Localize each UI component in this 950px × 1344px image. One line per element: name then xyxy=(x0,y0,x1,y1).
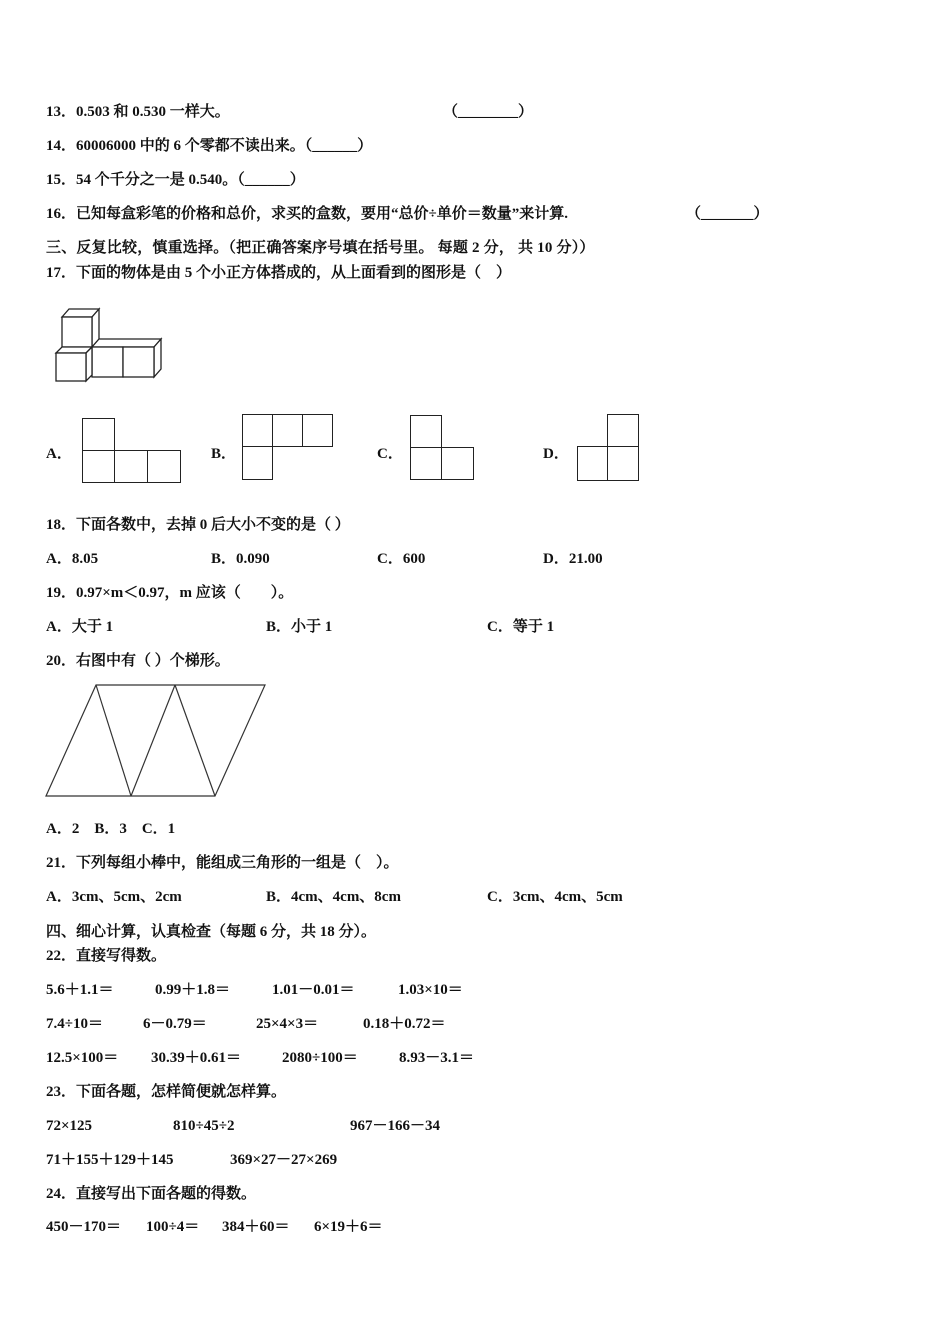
calc-item: 30.39＋0.61＝ xyxy=(151,1050,242,1066)
calc-item: 384＋60＝ xyxy=(222,1219,290,1235)
option-d-label[interactable]: D． xyxy=(543,446,569,462)
shape-square xyxy=(410,447,442,480)
option-c[interactable]: C．3cm、4cm、5cm xyxy=(487,889,623,905)
answer-blank-13[interactable]: （________） xyxy=(443,104,534,120)
option-b-label[interactable]: B． xyxy=(211,446,237,462)
calc-item: 72×125 xyxy=(46,1118,93,1134)
question-14: 14．60006000 中的 6 个零都不读出来。（______） xyxy=(46,138,373,154)
question-20: 20．右图中有（ ）个梯形。 xyxy=(46,653,230,669)
question-23: 23．下面各题，怎样简便就怎样算。 xyxy=(46,1084,287,1100)
shape-square xyxy=(147,450,181,483)
section-3-heading: 三、反复比较，慎重选择。（把正确答案序号填在括号里。 每题 2 分， 共 10 分）） xyxy=(46,240,595,256)
shape-square xyxy=(302,414,333,447)
calc-item: 1.03×10＝ xyxy=(398,982,463,998)
option-b[interactable]: B．0.090 xyxy=(211,551,270,567)
option-c-label[interactable]: C． xyxy=(377,446,403,462)
calc-item: 8.93－3.1＝ xyxy=(399,1050,475,1066)
question-22: 22．直接写得数。 xyxy=(46,948,167,964)
option-a-label[interactable]: A． xyxy=(46,446,72,462)
q20-options[interactable]: A．2 B．3 C．1 xyxy=(46,821,176,837)
shape-square xyxy=(82,450,115,483)
shape-square xyxy=(441,447,474,480)
trapezoid-figure xyxy=(44,683,270,799)
cube-figure xyxy=(50,305,165,387)
calc-item: 0.18＋0.72＝ xyxy=(363,1016,446,1032)
shape-square xyxy=(577,446,608,481)
calc-item: 967－166－34 xyxy=(350,1118,441,1134)
shape-square xyxy=(272,414,303,447)
question-18: 18．下面各数中，去掉 0 后大小不变的是（ ） xyxy=(46,517,350,533)
question-24: 24．直接写出下面各题的得数。 xyxy=(46,1186,257,1202)
question-13: 13．0.503 和 0.530 一样大。 xyxy=(46,104,230,120)
calc-item: 6×19＋6＝ xyxy=(314,1219,383,1235)
calc-item: 6－0.79＝ xyxy=(143,1016,207,1032)
calc-item: 5.6＋1.1＝ xyxy=(46,982,114,998)
calc-item: 100÷4＝ xyxy=(146,1219,200,1235)
calc-item: 12.5×100＝ xyxy=(46,1050,119,1066)
answer-blank-16[interactable]: （_______） xyxy=(686,206,769,222)
option-c[interactable]: C．等于 1 xyxy=(487,619,555,635)
shape-square xyxy=(114,450,148,483)
shape-square xyxy=(607,414,639,447)
shape-square xyxy=(607,446,639,481)
calc-item: 810÷45÷2 xyxy=(173,1118,235,1134)
shape-square xyxy=(242,414,273,447)
calc-item: 25×4×3＝ xyxy=(256,1016,319,1032)
option-a[interactable]: A．8.05 xyxy=(46,551,99,567)
question-15: 15．54 个千分之一是 0.540。（______） xyxy=(46,172,305,188)
calc-item: 450－170＝ xyxy=(46,1219,122,1235)
question-19: 19．0.97×m＜0.97，m 应该（ ）。 xyxy=(46,585,294,601)
option-a[interactable]: A．大于 1 xyxy=(46,619,114,635)
calc-item: 2080÷100＝ xyxy=(282,1050,358,1066)
calc-item: 369×27－27×269 xyxy=(230,1152,338,1168)
option-b[interactable]: B．小于 1 xyxy=(266,619,333,635)
option-c[interactable]: C．600 xyxy=(377,551,426,567)
section-4-heading: 四、细心计算，认真检查（每题 6 分，共 18 分）。 xyxy=(46,924,377,940)
question-16: 16．已知每盒彩笔的价格和总价，求买的盒数，要用“总价÷单价＝数量”来计算. xyxy=(46,206,568,222)
question-17: 17．下面的物体是由 5 个小正方体搭成的，从上面看到的图形是（ ） xyxy=(46,265,512,281)
option-a[interactable]: A．3cm、5cm、2cm xyxy=(46,889,182,905)
calc-item: 1.01－0.01＝ xyxy=(272,982,355,998)
question-21: 21．下列每组小棒中，能组成三角形的一组是（ ）。 xyxy=(46,855,399,871)
option-d[interactable]: D．21.00 xyxy=(543,551,603,567)
option-b[interactable]: B．4cm、4cm、8cm xyxy=(266,889,401,905)
calc-item: 0.99＋1.8＝ xyxy=(155,982,231,998)
shape-square xyxy=(410,415,442,448)
shape-square xyxy=(82,418,115,451)
calc-item: 7.4÷10＝ xyxy=(46,1016,103,1032)
calc-item: 71＋155＋129＋145 xyxy=(46,1152,174,1168)
shape-square xyxy=(242,446,273,480)
